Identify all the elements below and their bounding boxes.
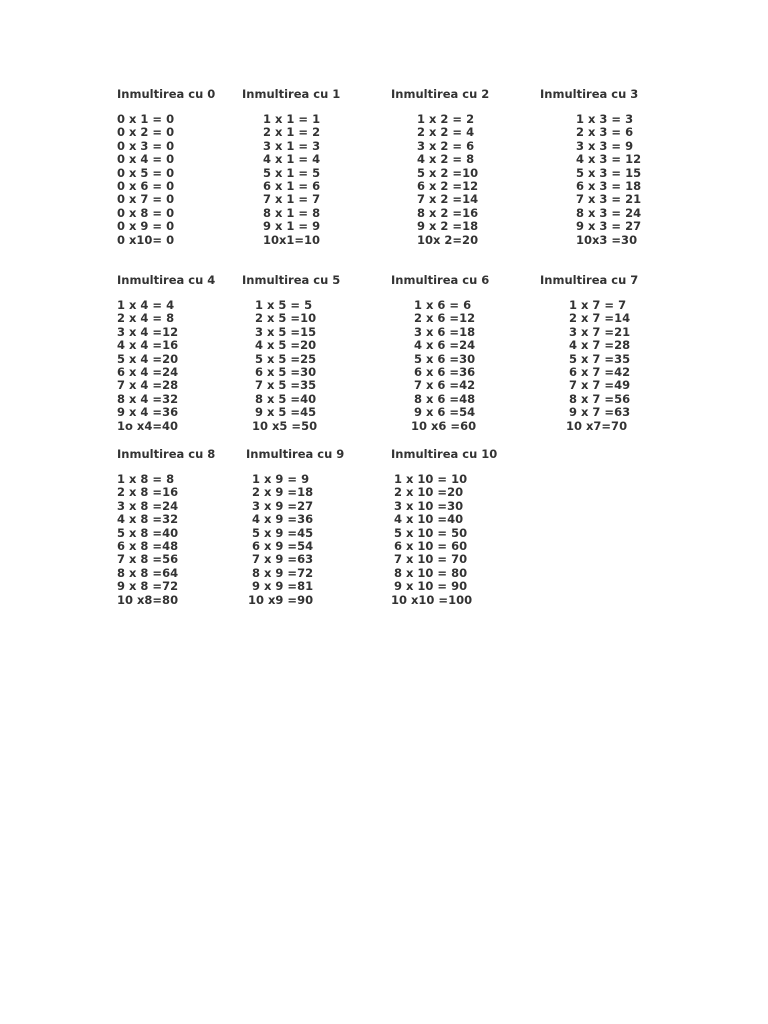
table-lines <box>242 299 372 433</box>
equation-line: 9 x 5 =45 <box>255 405 317 420</box>
equation-line: 2 x 9 =18 <box>252 485 314 500</box>
equation-line: 7 x 1 = 7 <box>263 192 321 207</box>
equation-line: 8 x 7 =56 <box>569 391 631 406</box>
table-3 <box>540 87 670 247</box>
table-title: Inmultirea cu 7 <box>540 273 639 287</box>
equation-line: 1 x 10 = 10 <box>394 472 468 486</box>
equation-line: 4 x 6 =24 <box>414 338 476 353</box>
equation-line: 0 x 9 = 0 <box>117 219 175 234</box>
equation-line: 1 x 8 = 8 <box>117 472 175 486</box>
equation-line: 1 x 3 = 3 <box>576 112 634 126</box>
equation-line: 6 x 4 =24 <box>117 365 179 380</box>
equation-line: 4 x 5 =20 <box>255 338 317 353</box>
equation-line: 5 x 7 =35 <box>569 351 631 366</box>
table-title: Inmultirea cu 4 <box>117 273 216 287</box>
equation-line: 10x3 =30 <box>576 232 638 247</box>
equation-line: 6 x 8 =48 <box>117 539 179 554</box>
equation-line: 8 x 2 =16 <box>417 205 479 220</box>
equation-line: 8 x 8 =64 <box>117 565 179 580</box>
equation-line: 1 x 1 = 1 <box>263 112 321 126</box>
equation-line: 7 x 4 =28 <box>117 378 179 393</box>
equation-line: 4 x 2 = 8 <box>417 152 475 167</box>
equation-line: 1 x 9 = 9 <box>252 472 310 486</box>
equation-line: 4 x 10 =40 <box>394 512 464 527</box>
table-lines <box>391 113 521 247</box>
equation-line: 6 x 5 =30 <box>255 365 317 380</box>
equation-line: 1o x4=40 <box>117 418 178 433</box>
equation-line: 3 x 3 = 9 <box>576 138 634 153</box>
equation-line: 4 x 8 =32 <box>117 512 179 527</box>
equation-line: 7 x 10 = 70 <box>394 552 468 567</box>
equation-line: 0 x 2 = 0 <box>117 125 175 140</box>
table-lines <box>540 299 670 433</box>
equation-line: 10 x6 =60 <box>411 418 477 433</box>
equation-line: 4 x 1 = 4 <box>263 152 321 167</box>
equation-line: 8 x 4 =32 <box>117 391 179 406</box>
equation-line: 2 x 4 = 8 <box>117 311 175 326</box>
equation-line: 3 x 1 = 3 <box>263 138 321 153</box>
table-lines <box>391 299 521 433</box>
equation-line: 9 x 8 =72 <box>117 579 179 594</box>
table-lines <box>246 473 376 607</box>
equation-line: 9 x 7 =63 <box>569 405 631 420</box>
equation-line: 10 x7=70 <box>566 418 628 433</box>
equation-line: 3 x 5 =15 <box>255 324 317 339</box>
equation-line: 0 x 7 = 0 <box>117 192 175 207</box>
equation-line: 1 x 4 = 4 <box>117 298 175 312</box>
equation-line: 1 x 6 = 6 <box>414 298 472 312</box>
equation-line: 9 x 4 =36 <box>117 405 179 420</box>
equation-line: 4 x 9 =36 <box>252 512 314 527</box>
equation-line: 2 x 10 =20 <box>394 485 464 500</box>
equation-line: 4 x 7 =28 <box>569 338 631 353</box>
equation-line: 1 x 5 = 5 <box>255 298 313 312</box>
equation-line: 0 x 1 = 0 <box>117 112 175 126</box>
table-9 <box>246 447 376 607</box>
equation-line: 1 x 2 = 2 <box>417 112 475 126</box>
equation-line: 5 x 8 =40 <box>117 525 179 540</box>
equation-line: 6 x 9 =54 <box>252 539 314 554</box>
equation-line: 4 x 4 =16 <box>117 338 179 353</box>
table-lines <box>117 473 247 607</box>
table-title: Inmultirea cu 1 <box>242 87 341 101</box>
equation-line: 3 x 10 =30 <box>394 498 464 513</box>
equation-line: 7 x 6 =42 <box>414 378 476 393</box>
equation-line: 7 x 7 =49 <box>569 378 631 393</box>
equation-line: 6 x 10 = 60 <box>394 539 468 554</box>
table-lines <box>242 113 372 247</box>
table-title: Inmultirea cu 8 <box>117 447 216 461</box>
equation-line: 1 x 7 = 7 <box>569 298 627 312</box>
equation-line: 0 x 8 = 0 <box>117 205 175 220</box>
equation-line: 2 x 3 = 6 <box>576 125 634 140</box>
equation-line: 5 x 4 =20 <box>117 351 179 366</box>
table-lines <box>540 113 670 247</box>
equation-line: 9 x 1 = 9 <box>263 219 321 234</box>
equation-line: 5 x 1 = 5 <box>263 165 321 180</box>
equation-line: 3 x 7 =21 <box>569 324 631 339</box>
equation-line: 10 x8=80 <box>117 592 179 607</box>
equation-line: 10x1=10 <box>263 232 321 247</box>
table-4 <box>117 273 247 433</box>
table-0 <box>117 87 247 247</box>
equation-line: 3 x 2 = 6 <box>417 138 475 153</box>
equation-line: 3 x 4 =12 <box>117 324 179 339</box>
equation-line: 8 x 10 = 80 <box>394 565 468 580</box>
equation-line: 9 x 2 =18 <box>417 219 479 234</box>
equation-line: 5 x 9 =45 <box>252 525 314 540</box>
equation-line: 0 x 4 = 0 <box>117 152 175 167</box>
equation-line: 6 x 7 =42 <box>569 365 631 380</box>
equation-line: 2 x 6 =12 <box>414 311 476 326</box>
equation-line: 7 x 8 =56 <box>117 552 179 567</box>
table-5 <box>242 273 372 433</box>
equation-line: 7 x 3 = 21 <box>576 192 642 207</box>
equation-line: 2 x 7 =14 <box>569 311 631 326</box>
table-title: Inmultirea cu 3 <box>540 87 639 101</box>
equation-line: 8 x 3 = 24 <box>576 205 642 220</box>
table-title: Inmultirea cu 0 <box>117 87 216 101</box>
equation-line: 6 x 1 = 6 <box>263 179 321 194</box>
equation-line: 2 x 2 = 4 <box>417 125 475 140</box>
equation-line: 0 x 5 = 0 <box>117 165 175 180</box>
equation-line: 7 x 2 =14 <box>417 192 479 207</box>
table-title: Inmultirea cu 10 <box>391 447 498 461</box>
equation-line: 7 x 9 =63 <box>252 552 314 567</box>
equation-line: 8 x 5 =40 <box>255 391 317 406</box>
table-1 <box>242 87 372 247</box>
table-title: Inmultirea cu 9 <box>246 447 345 461</box>
equation-line: 5 x 10 = 50 <box>394 525 468 540</box>
equation-line: 9 x 3 = 27 <box>576 219 642 234</box>
equation-line: 9 x 9 =81 <box>252 579 314 594</box>
equation-line: 3 x 8 =24 <box>117 498 179 513</box>
equation-line: 10 x10 =100 <box>391 592 473 607</box>
equation-line: 8 x 1 = 8 <box>263 205 321 220</box>
equation-line: 10x 2=20 <box>417 232 479 247</box>
table-10 <box>391 447 521 607</box>
equation-line: 4 x 3 = 12 <box>576 152 642 167</box>
table-title: Inmultirea cu 5 <box>242 273 341 287</box>
equation-line: 0 x10= 0 <box>117 232 175 247</box>
table-lines <box>117 113 247 247</box>
equation-line: 3 x 9 =27 <box>252 498 314 513</box>
equation-line: 6 x 3 = 18 <box>576 179 642 194</box>
equation-line: 5 x 5 =25 <box>255 351 317 366</box>
equation-line: 8 x 9 =72 <box>252 565 314 580</box>
equation-line: 10 x9 =90 <box>248 592 314 607</box>
equation-line: 6 x 6 =36 <box>414 365 476 380</box>
table-6 <box>391 273 521 433</box>
equation-line: 9 x 6 =54 <box>414 405 476 420</box>
table-title: Inmultirea cu 2 <box>391 87 490 101</box>
equation-line: 8 x 6 =48 <box>414 391 476 406</box>
equation-line: 9 x 10 = 90 <box>394 579 468 594</box>
equation-line: 5 x 6 =30 <box>414 351 476 366</box>
equation-line: 6 x 2 =12 <box>417 179 479 194</box>
equation-line: 2 x 5 =10 <box>255 311 317 326</box>
table-8 <box>117 447 247 607</box>
equation-line: 3 x 6 =18 <box>414 324 476 339</box>
equation-line: 7 x 5 =35 <box>255 378 317 393</box>
table-2 <box>391 87 521 247</box>
equation-line: 0 x 6 = 0 <box>117 179 175 194</box>
table-lines <box>391 473 521 607</box>
equation-line: 5 x 2 =10 <box>417 165 479 180</box>
table-lines <box>117 299 247 433</box>
table-7 <box>540 273 670 433</box>
equation-line: 10 x5 =50 <box>252 418 318 433</box>
equation-line: 2 x 8 =16 <box>117 485 179 500</box>
table-title: Inmultirea cu 6 <box>391 273 490 287</box>
equation-line: 0 x 3 = 0 <box>117 138 175 153</box>
equation-line: 2 x 1 = 2 <box>263 125 321 140</box>
equation-line: 5 x 3 = 15 <box>576 165 642 180</box>
